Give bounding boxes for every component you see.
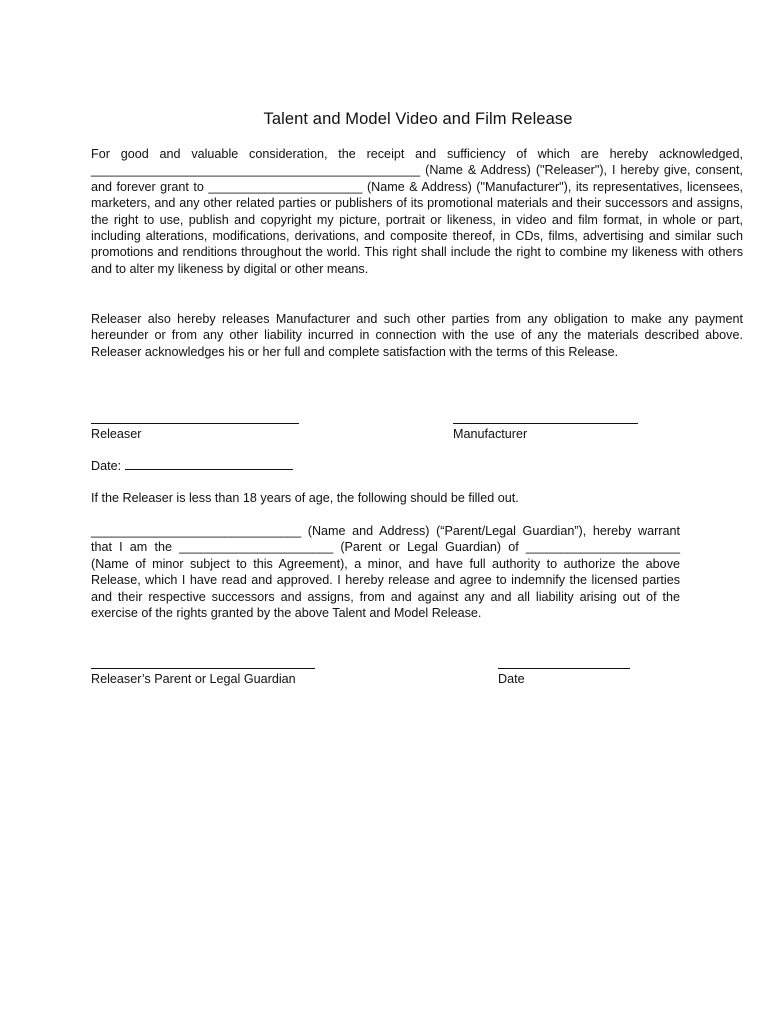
guardian-signature-line[interactable] — [91, 668, 315, 669]
document-title: Talent and Model Video and Film Release — [263, 110, 573, 128]
manufacturer-label: Manufacturer — [453, 427, 528, 441]
releaser-signature-line[interactable] — [91, 423, 299, 424]
guardian-date-label: Date — [498, 672, 525, 686]
releaser-label: Releaser — [91, 427, 142, 441]
releaser-date-row — [91, 457, 293, 474]
guardian-date-line[interactable] — [498, 668, 630, 669]
guardian-label: Releaser’s Parent or Legal Guardian — [91, 672, 296, 686]
manufacturer-signature-line[interactable] — [453, 423, 638, 424]
date-label: Date: — [91, 459, 122, 473]
minor-notice: If the Releaser is less than 18 years of age, the following should be filled out. — [91, 491, 519, 505]
releaser-date-blank[interactable] — [125, 457, 293, 470]
guardian-paragraph: ______________________________ (Name and Address) (“Parent/Legal Guardian”), hereby warrant that I am the ______________________ (Parent or Legal Guardian) of ______________________ (Name of minor subject to this Agreement), a minor, and have full authority to authorize the above Release, which I have read and approved. I hereby release and agree to indemnify the licensed parties and their respective successors and assigns, from and against any and all liability arising out of the exercise of the rights granted by the above Talent and Model Release. — [91, 524, 680, 621]
release-paragraph: Releaser also hereby releases Manufacturer and such other parties from any obligation to make any payment hereunder or from any other liability incurred in connection with the use of any the materials described above. Releaser acknowledges his or her full and complete satisfaction with the terms of this Release. — [91, 312, 743, 359]
grant-paragraph: For good and valuable consideration, the receipt and sufficiency of which are hereby acknowledged, _______________________________________________ (Name & Address) ("Releaser"), I hereby give, consent, and forever grant to ______________________ (Name & Address) ("Manufacturer"), its representatives, licensees, marketers, and any other related parties or publishers of its promotional materials and their successors and assigns, the right to use, publish and copyright my picture, portrait or likeness, in video and film format, in whole or part, including alterations, modifications, derivations, and composite thereof, in CDs, films, advertising and similar such promotions and renditions throughout the world. This right shall include the right to combine my likeness with others and to alter my likeness by digital or other means. — [91, 147, 743, 276]
